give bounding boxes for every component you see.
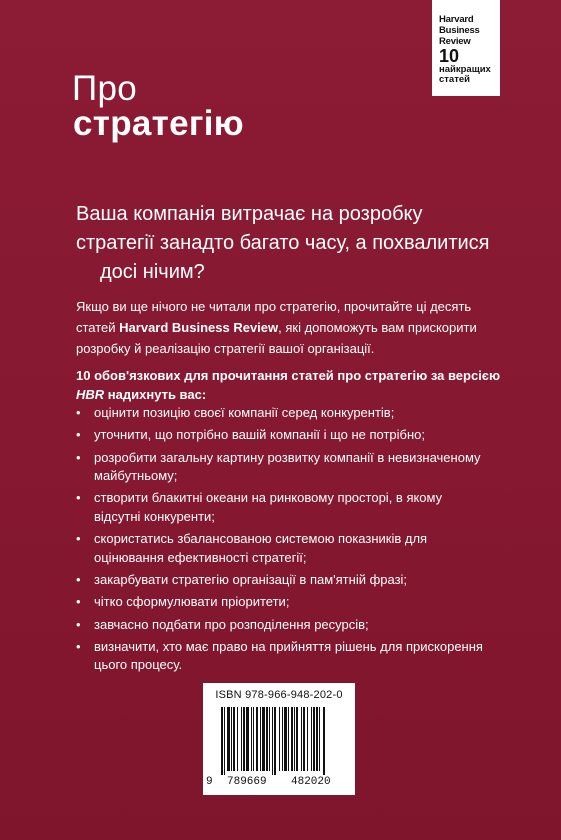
barcode-bar bbox=[224, 707, 225, 775]
list-item-text: завчасно подбати про розподілення ресурсів; bbox=[94, 616, 369, 632]
barcode-bar bbox=[221, 707, 223, 775]
intro-line-3: розробку й реалізацію стратегії вашої організації. bbox=[76, 341, 375, 356]
barcode-bar bbox=[243, 707, 245, 771]
list-item bbox=[76, 616, 516, 635]
list-heading-line-2 bbox=[76, 385, 516, 404]
barcode-bar bbox=[282, 707, 283, 771]
barcode-bar bbox=[323, 707, 325, 775]
barcode-bar bbox=[301, 707, 302, 771]
bullet-icon: • bbox=[76, 427, 81, 443]
list-heading bbox=[76, 366, 516, 404]
barcode-digits-right: 482020 bbox=[291, 776, 331, 788]
list-item bbox=[76, 426, 516, 445]
barcode-bar bbox=[307, 707, 308, 771]
intro-line-2-start: статей bbox=[76, 320, 120, 335]
barcode-bar bbox=[316, 707, 318, 771]
list-item-text: розробити загальну картину розвитку компанії в невизначеному bbox=[94, 449, 481, 465]
intro-line-2-end: , які допоможуть вам прискорити bbox=[278, 320, 477, 335]
barcode-bar bbox=[246, 707, 249, 771]
barcode-bars bbox=[211, 707, 347, 775]
list-item-text: створити блакитні океани на ринковому просторі, в якому bbox=[94, 490, 443, 506]
list-item bbox=[76, 449, 516, 486]
lead-line-2: стратегії занадто багато часу, а похвалитися bbox=[76, 232, 490, 254]
list-item bbox=[76, 593, 516, 612]
barcode-bar bbox=[231, 707, 232, 771]
barcode-bar bbox=[284, 707, 287, 771]
intro-line-2 bbox=[76, 317, 516, 338]
barcode-bar bbox=[311, 707, 312, 771]
bullet-icon: • bbox=[76, 616, 81, 632]
list-heading-hbr: HBR bbox=[76, 387, 105, 402]
list-item bbox=[76, 571, 516, 590]
list-heading-line-1: 10 обов'язкових для прочитання статей про стратегію за версією bbox=[76, 368, 501, 383]
list-item-text: майбутньому; bbox=[94, 468, 178, 484]
list-item-text: закарбувати стратегію організації в пам'ятній фразі; bbox=[94, 571, 408, 587]
list-item-text: оцінити позицію своєї компанії серед конкурентів; bbox=[94, 405, 395, 420]
barcode-bar bbox=[319, 707, 320, 771]
list-item-text: визначити, хто має право на прийняття рішень для прискорення bbox=[94, 638, 483, 654]
bullet-icon: • bbox=[76, 594, 81, 610]
barcode-bar bbox=[227, 707, 230, 771]
barcode-bar bbox=[303, 707, 305, 771]
barcode-bar bbox=[233, 707, 235, 771]
list-item-text: скористатись збалансованою системою показників для bbox=[94, 531, 428, 547]
benefit-list bbox=[76, 404, 516, 679]
lead-line-3: досі нічим? bbox=[100, 261, 205, 283]
list-item bbox=[76, 530, 516, 567]
list-item-text: чітко сформулювати пріоритети; bbox=[94, 594, 290, 610]
series-badge bbox=[432, 0, 500, 96]
barcode-bar bbox=[291, 707, 293, 771]
title-line-1: Про bbox=[72, 69, 137, 108]
list-item-text: оцінювання ефективності стратегії; bbox=[94, 549, 307, 565]
list-heading-line-2-end: надихнуть вас: bbox=[104, 387, 207, 402]
list-item bbox=[76, 638, 516, 675]
barcode-bar bbox=[294, 707, 295, 771]
lead-line-1: Ваша компанія витрачає на розробку bbox=[76, 203, 423, 225]
barcode-bar bbox=[288, 707, 289, 771]
badge-line-1: Harvard bbox=[439, 14, 474, 25]
intro-line-1: Якщо ви ще нічого не читали про стратегію, прочитайте ці десять bbox=[76, 299, 472, 314]
barcode-bar bbox=[237, 707, 238, 771]
intro-hbr-name: Harvard Business Review bbox=[119, 320, 279, 335]
badge-number: 10 bbox=[439, 46, 460, 66]
intro-paragraph bbox=[76, 296, 516, 359]
barcode-bar bbox=[274, 707, 276, 775]
lead-question bbox=[76, 200, 516, 287]
isbn-barcode bbox=[203, 683, 355, 795]
barcode-bar bbox=[313, 707, 315, 771]
bullet-icon: • bbox=[76, 531, 81, 547]
title-line-2: стратегію bbox=[73, 104, 244, 143]
badge-line-2: Business bbox=[439, 25, 480, 36]
bullet-icon: • bbox=[76, 571, 81, 587]
list-item bbox=[76, 489, 516, 526]
list-item bbox=[76, 404, 516, 423]
list-item-text: цього процесу. bbox=[94, 657, 183, 673]
barcode-bar bbox=[279, 707, 280, 771]
barcode-bar bbox=[260, 707, 261, 771]
bullet-icon: • bbox=[76, 449, 81, 465]
barcode-bar bbox=[253, 707, 254, 771]
barcode-bar bbox=[262, 707, 265, 771]
barcode-bar bbox=[269, 707, 270, 771]
barcode-digit-lead: 9 bbox=[206, 776, 213, 788]
barcode-bar bbox=[272, 707, 273, 775]
barcode-bar bbox=[256, 707, 258, 771]
bullet-icon: • bbox=[76, 405, 81, 420]
barcode-bar bbox=[241, 707, 242, 771]
badge-line-3: Review bbox=[439, 36, 471, 47]
list-item-text: відсутні конкуренти; bbox=[94, 508, 215, 524]
bullet-icon: • bbox=[76, 638, 81, 654]
badge-sub-line-2: статей bbox=[439, 74, 470, 85]
barcode-bar bbox=[251, 707, 252, 771]
isbn-label: ISBN 978-966-948-202-0 bbox=[215, 689, 343, 701]
barcode-digits-left: 789669 bbox=[227, 776, 267, 788]
barcode-digits bbox=[203, 775, 355, 789]
barcode-bar bbox=[296, 707, 298, 771]
list-item-text: уточнити, що потрібно вашій компанії і що не потрібно; bbox=[94, 427, 425, 443]
badge-sub-line-1: найкращих bbox=[439, 64, 491, 75]
bullet-icon: • bbox=[76, 490, 81, 506]
barcode-bar bbox=[266, 707, 268, 771]
